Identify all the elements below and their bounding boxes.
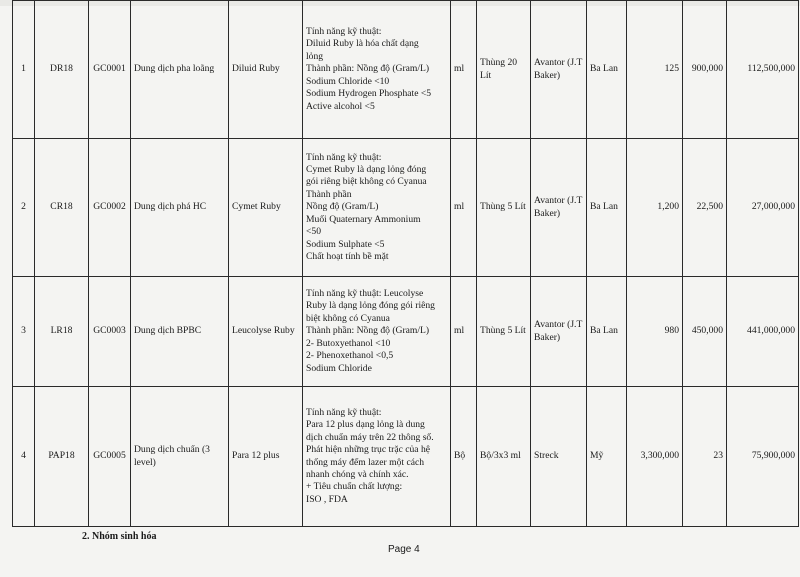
quantity: 125 [627,1,683,139]
product-name: Dung dịch pha loãng [131,1,229,139]
tech-description [303,387,451,527]
desc-line: Tính năng kỹ thuật: Leucolyse [306,288,424,300]
desc-line: Nồng độ (Gram/L) [306,201,379,213]
desc-line: Thành phần: Nồng độ (Gram/L) [306,63,430,75]
desc-line: + Tiêu chuẩn chất lượng: [306,481,403,493]
desc-line: 2- Butoxyethanol <10 [306,337,391,349]
trade-name: Cymet Ruby [229,139,303,277]
quantity: 3,300,000 [627,387,683,527]
packaging: Thùng 20 Lít [477,1,531,139]
desc-line: Ruby là dạng lỏng đóng gói riêng [306,300,435,312]
total-amount: 112,500,000 [727,1,799,139]
unit-price: 23 [683,387,727,527]
table-row [13,277,799,387]
origin: Ba Lan [587,1,627,139]
table-row [13,139,799,277]
desc-line: Tính năng kỹ thuật: [306,151,382,163]
total-amount: 441,000,000 [727,277,799,387]
page-number: Page 4 [388,544,420,555]
packaging: Thùng 5 Lít [477,277,531,387]
manufacturer: Streck [531,387,587,527]
product-code: GC0005 [89,387,131,527]
trade-name: Leucolyse Ruby [229,277,303,387]
desc-line: nhanh chóng và chính xác. [306,468,409,480]
desc-line: Sodium Sulphate <5 [306,238,385,250]
manufacturer: Avantor (J.T Baker) [531,1,587,139]
row-index: 1 [13,1,35,139]
desc-line: dịch chuẩn máy trên 22 thông số. [306,431,434,443]
desc-line: Muối Quaternary Ammonium [306,213,421,225]
desc-line: Tính năng kỹ thuật: [306,26,382,38]
product-table [12,0,799,527]
tech-description [303,139,451,277]
table-row [13,387,799,527]
origin: Ba Lan [587,139,627,277]
item-code: LR18 [35,277,89,387]
desc-line: 2- Phenoxethanol <0,5 [306,350,394,362]
manufacturer: Avantor (J.T Baker) [531,277,587,387]
origin: Mỹ [587,387,627,527]
packaging: Thùng 5 Lít [477,139,531,277]
item-code: PAP18 [35,387,89,527]
product-name: Dung dịch chuẩn (3 level) [131,387,229,527]
packaging: Bộ/3x3 ml [477,387,531,527]
manufacturer: Avantor (J.T Baker) [531,139,587,277]
desc-line: <50 [306,226,322,238]
origin: Ba Lan [587,277,627,387]
row-index: 2 [13,139,35,277]
desc-line: Diluid Ruby là hóa chất dạng [306,38,419,50]
row-index: 4 [13,387,35,527]
desc-line: gói riêng biệt không có Cyanua [306,176,427,188]
product-code: GC0001 [89,1,131,139]
quantity: 1,200 [627,139,683,277]
desc-line: Sodium Chloride <10 [306,75,390,87]
trade-name: Para 12 plus [229,387,303,527]
desc-line: Thành phần [306,188,352,200]
desc-line: Cymet Ruby là dạng lỏng đóng [306,164,427,176]
total-amount: 27,000,000 [727,139,799,277]
item-code: DR18 [35,1,89,139]
unit-price: 22,500 [683,139,727,277]
desc-line: Sodium Hydrogen Phosphate <5 [306,88,432,100]
tech-description [303,277,451,387]
total-amount: 75,900,000 [727,387,799,527]
unit-price: 450,000 [683,277,727,387]
desc-line: Tính năng kỹ thuật: [306,406,382,418]
quantity: 980 [627,277,683,387]
product-name: Dung dịch BPBC [131,277,229,387]
unit: ml [451,139,477,277]
item-code: CR18 [35,139,89,277]
trade-name: Diluid Ruby [229,1,303,139]
tech-description [303,1,451,139]
unit: Bộ [451,387,477,527]
table-row [13,1,799,139]
unit: ml [451,277,477,387]
product-code: GC0002 [89,139,131,277]
desc-line: thống máy đếm lazer một cách [306,456,425,468]
desc-line: Active alcohol <5 [306,100,375,112]
row-index: 3 [13,277,35,387]
desc-line: Sodium Chloride [306,362,372,374]
unit-price: 900,000 [683,1,727,139]
desc-line: lỏng [306,50,324,62]
product-name: Dung dịch phá HC [131,139,229,277]
desc-line: Phát hiện những trục trặc của hệ [306,444,431,456]
desc-line: ISO , FDA [306,493,348,505]
product-code: GC0003 [89,277,131,387]
unit: ml [451,1,477,139]
desc-line: biệt không có Cyanua [306,312,390,324]
section-heading: 2. Nhóm sinh hóa [82,531,157,542]
desc-line: Thành phần: Nồng độ (Gram/L) [306,325,430,337]
desc-line: Para 12 plus dạng lỏng là dung [306,419,425,431]
desc-line: Chất hoạt tính bề mặt [306,250,389,262]
